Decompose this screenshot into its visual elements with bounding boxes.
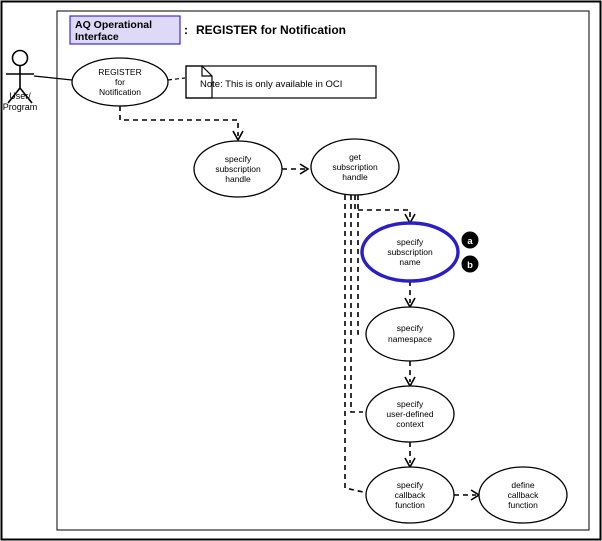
- usecase-specify-callback-function[interactable]: [366, 467, 454, 523]
- usecase-specify-namespace[interactable]: [366, 307, 454, 361]
- usecase-specify-subscription-name-line1: specify: [396, 237, 424, 247]
- badge-b: [462, 256, 478, 272]
- usecase-specify-user-defined-context-line2: user-defined: [386, 409, 434, 419]
- usecase-specify-subscription-name[interactable]: [362, 223, 458, 281]
- usecase-specify-subscription-handle-line2: subscription: [215, 164, 261, 174]
- page-title: REGISTER for Notification: [196, 23, 346, 37]
- badge-b-label: b: [467, 260, 473, 271]
- usecase-define-callback-function-line3: function: [508, 500, 538, 510]
- actor-label-line2: Program: [2, 102, 38, 112]
- usecase-specify-subscription-name-line3: name: [399, 257, 421, 267]
- usecase-define-callback-function-line1: define: [511, 480, 535, 490]
- usecase-specify-callback-function-line1: specify: [396, 480, 424, 490]
- usecase-define-callback-function[interactable]: [479, 467, 567, 523]
- usecase-specify-callback-function-line3: function: [395, 500, 425, 510]
- usecase-specify-subscription-name-line2: subscription: [387, 247, 433, 257]
- usecase-specify-user-defined-context-line1: specify: [396, 399, 424, 409]
- usecase-specify-subscription-handle-line3: handle: [225, 174, 251, 184]
- usecase-specify-subscription-handle[interactable]: [194, 141, 282, 197]
- usecase-specify-namespace-line1: specify: [396, 323, 424, 333]
- title-tag-line1: AQ Operational: [75, 19, 153, 31]
- title-separator: :: [184, 23, 188, 37]
- usecase-specify-namespace-line2: namespace: [388, 334, 432, 344]
- usecase-specify-user-defined-context[interactable]: [366, 386, 454, 442]
- usecase-define-callback-function-line2: callback: [507, 490, 539, 500]
- usecase-register-line1: REGISTER: [98, 67, 142, 77]
- note-text: Note: This is only available in OCI: [200, 79, 343, 90]
- usecase-specify-user-defined-context-line3: context: [396, 419, 424, 429]
- badge-a-label: a: [467, 236, 473, 247]
- usecase-register-line2: for: [115, 77, 125, 87]
- usecase-specify-callback-function-line2: callback: [394, 490, 426, 500]
- actor-head: [13, 51, 28, 66]
- usecase-register[interactable]: [72, 58, 168, 106]
- usecase-register-line3: Notification: [98, 87, 142, 97]
- badge-a: [462, 232, 478, 248]
- actor-label-line1: User/: [9, 91, 31, 101]
- usecase-get-subscription-handle-line1: get: [349, 152, 361, 162]
- title-tag-line2: Interface: [75, 31, 119, 43]
- usecase-get-subscription-handle[interactable]: [311, 139, 399, 195]
- usecase-get-subscription-handle-line2: subscription: [332, 162, 378, 172]
- usecase-specify-subscription-handle-line1: specify: [224, 154, 252, 164]
- usecase-get-subscription-handle-line3: handle: [342, 172, 368, 182]
